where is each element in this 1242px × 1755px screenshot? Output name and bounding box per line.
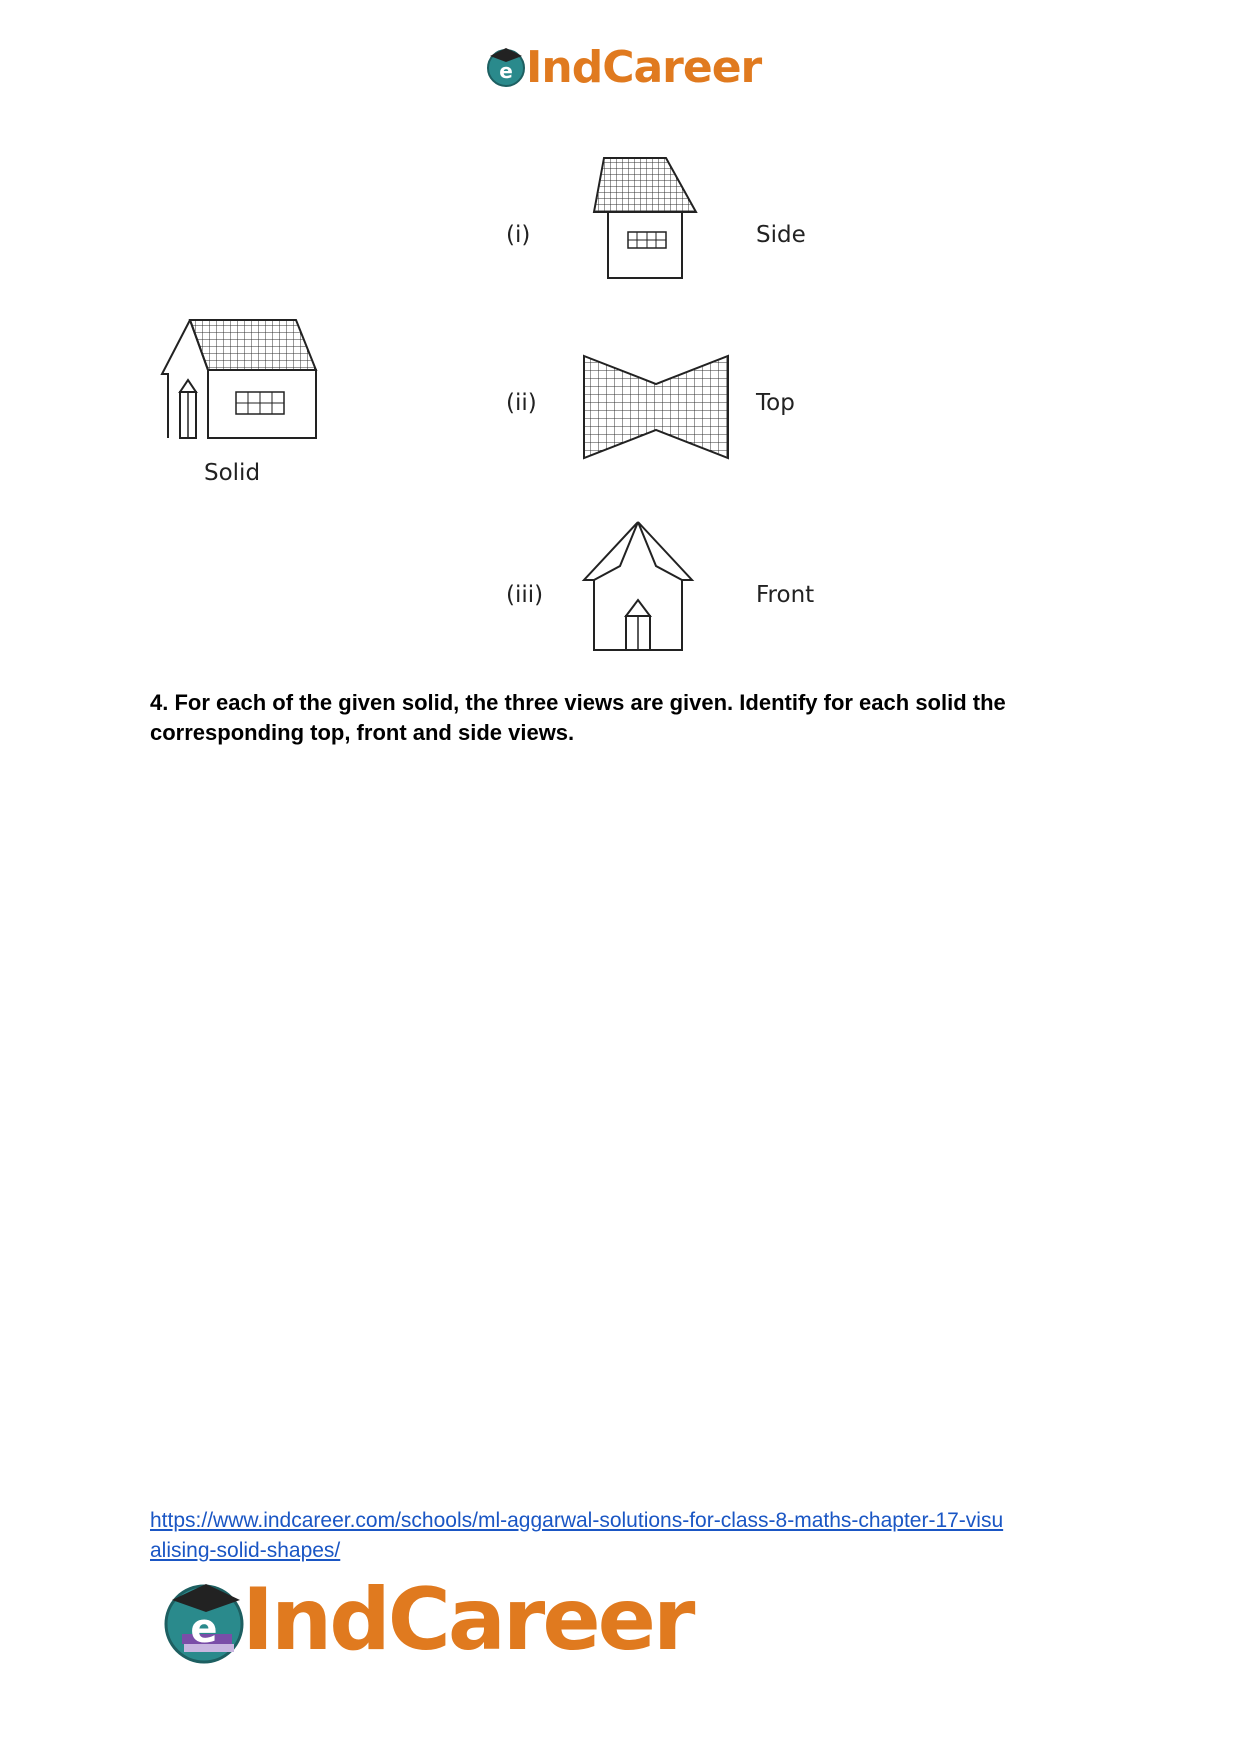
view-number: (iii): [506, 582, 544, 608]
view-name: Front: [756, 582, 815, 608]
top-view-figure: [582, 354, 730, 460]
solid-label: Solid: [204, 460, 261, 486]
footer-logo-text: IndCareer: [242, 1570, 693, 1670]
source-link-line[interactable]: alising-solid-shapes/: [150, 1539, 341, 1562]
front-view-figure: [582, 520, 694, 652]
source-link-line[interactable]: https://www.indcareer.com/schools/ml-aggarwal-solutions-for-class-8-maths-chapter-17-visu: [150, 1509, 1004, 1532]
logo-globe-icon: [162, 1578, 248, 1664]
source-link[interactable]: [150, 1506, 1110, 1566]
footer-logo: [160, 1572, 720, 1672]
side-view-figure: [592, 156, 698, 280]
view-number: (ii): [506, 390, 537, 416]
question-line: corresponding top, front and side views.: [150, 720, 575, 745]
svg-text:e: e: [499, 59, 513, 83]
solid-figure: [160, 318, 320, 444]
header-logo: [484, 40, 764, 96]
view-number: (i): [506, 222, 531, 248]
question-text: [150, 688, 1110, 748]
question-line: 4. For each of the given solid, the three views are given. Identify for each solid the: [150, 690, 1006, 715]
svg-text:e: e: [190, 1606, 218, 1652]
logo-globe-icon: [484, 44, 528, 88]
view-name: Side: [756, 222, 806, 248]
header-logo-text: IndCareer: [526, 42, 762, 93]
view-name: Top: [756, 390, 795, 416]
